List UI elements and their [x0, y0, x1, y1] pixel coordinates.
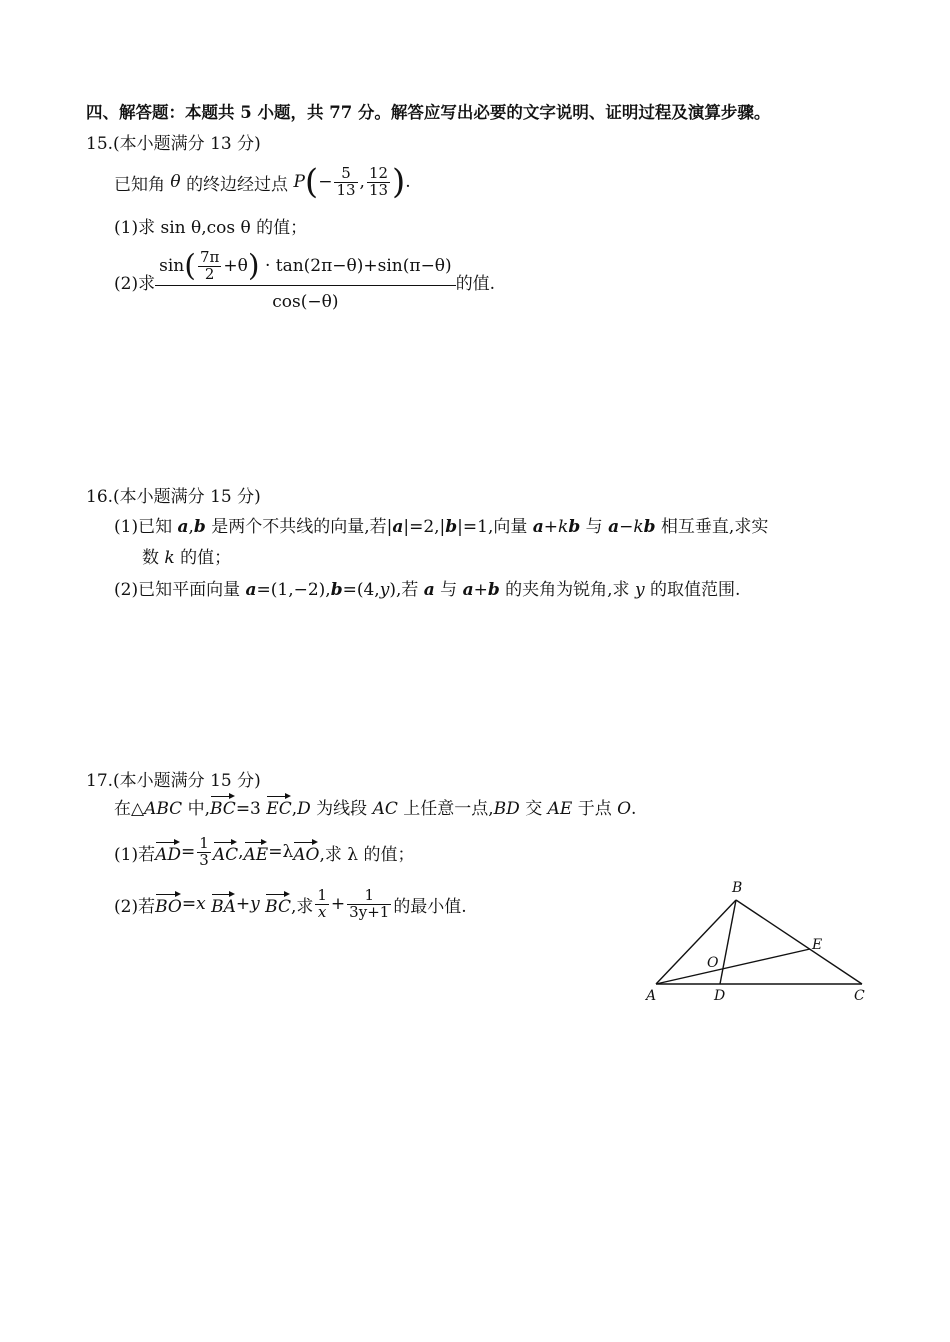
q15-part2-inner-frac — [198, 247, 221, 283]
q17-p1-a: (1)若 — [114, 844, 156, 865]
q15-frac2-num: 12 — [368, 163, 389, 182]
q17-p2-frac1 — [315, 885, 329, 921]
q17-stem-j: BD — [493, 799, 520, 819]
q16-p2-h: a — [423, 580, 435, 600]
q16-p2-e: =(4, — [342, 580, 380, 600]
q17-vec-bc: BC — [210, 793, 236, 819]
q17-part1 — [114, 830, 414, 874]
q17-vec-bc2: BC — [265, 891, 291, 917]
segment-ab — [656, 900, 736, 984]
q17-p2-x: x — [196, 894, 206, 914]
q16-p1-c: , — [188, 517, 194, 537]
q15-frac2 — [367, 163, 390, 199]
q17-p1-e: ,求 λ 的值； — [319, 844, 415, 865]
q15-part2 — [114, 247, 496, 313]
q17-p2-a: (2)若 — [114, 896, 156, 917]
q16-p2-a: (2)已知平面向量 — [114, 580, 246, 600]
figure-label-b: B — [732, 880, 743, 896]
q16-p1-b: a — [177, 517, 189, 537]
q17-stem-k: 交 — [519, 799, 548, 819]
q16-p1-l: k — [558, 517, 569, 537]
section-title: 四、解答题：本题共 5 小题，共 77 分。解答应写出必要的文字说明、证明过程及演算步骤。 — [86, 103, 771, 122]
q17-p2-e: + — [330, 894, 346, 914]
q15-part2-paren-right: ) — [247, 248, 260, 283]
q16-header — [86, 482, 261, 507]
q15-paren-right: ) — [392, 162, 406, 202]
segment-bc — [736, 900, 862, 984]
q17-p2-frac1-den: x — [317, 902, 327, 921]
q15-part2-sin: sin — [159, 255, 185, 276]
q15-frac2-den: 13 — [368, 180, 389, 199]
q15-part1: (1)求 sin θ,cos θ 的值； — [114, 218, 308, 238]
q16-p1-r: b — [643, 517, 656, 537]
q16-p1-d: b — [193, 517, 206, 537]
q17-stem-l: AE — [547, 799, 573, 819]
q16-number: 16. — [86, 487, 114, 507]
q17-p2-d: ,求 — [290, 896, 314, 917]
figure-label-c: C — [854, 988, 865, 1004]
q16-p2-o: 的取值范围. — [644, 580, 741, 600]
q16-p1-e: 是两个不共线的向量,若| — [205, 517, 393, 537]
q16-p1-s: 相互垂直,求实 — [655, 517, 769, 537]
q17-p1-frac-den: 3 — [199, 850, 209, 869]
q15-comma: , — [359, 172, 365, 192]
q17-stem-b: ABC — [144, 799, 183, 819]
q15-frac1-num: 5 — [334, 166, 357, 183]
q16-p2-c: =(1,−2), — [256, 580, 331, 600]
q16-p1-line2-b: k — [164, 548, 175, 568]
q17-vec-ae: AE — [244, 839, 269, 865]
q16-p1-n: 与 — [580, 517, 609, 537]
q17-vec-ac: AC — [213, 839, 238, 865]
q17-part2 — [114, 882, 467, 926]
q17-triangle-figure — [640, 872, 880, 1012]
q17-p2-f: 的最小值. — [393, 896, 467, 917]
q16-p1-o: a — [608, 517, 620, 537]
figure-label-a: A — [646, 988, 657, 1004]
q16-p1-k: + — [543, 517, 559, 537]
q15-number: 15. — [86, 134, 114, 154]
q17-stem-d: =3 — [235, 799, 267, 819]
q17-vec-ec: EC — [266, 793, 291, 819]
q16-p2-l: b — [487, 580, 500, 600]
q15-header — [86, 129, 261, 154]
q15-frac1-den: 13 — [336, 180, 356, 199]
q15-part2-fraction — [155, 247, 456, 313]
q17-p2-frac2-den: 3y+1 — [349, 902, 390, 921]
q17-stem-i: 上任意一点, — [397, 799, 494, 819]
q17-stem-c: 中, — [182, 799, 210, 819]
q15-theta: θ — [170, 172, 181, 192]
q15-part2-inner-den: 2 — [204, 264, 215, 283]
q17-vec-ao: AO — [293, 839, 319, 865]
q15-score: (本小题满分 13 分) — [113, 134, 261, 154]
q17-p2-frac1-num: 1 — [317, 885, 327, 904]
q17-score: (本小题满分 15 分) — [113, 771, 261, 791]
q17-p1-b: = — [181, 842, 196, 862]
q16-p1-p: − — [619, 517, 634, 537]
q17-p1-c: , — [238, 842, 244, 862]
q15-frac1-sign: − — [318, 172, 333, 192]
q16-p1-h: b — [445, 517, 458, 537]
q16-p2-m: 的夹角为锐角,求 — [499, 580, 635, 600]
q15-stem-pre: 已知角 — [114, 174, 165, 195]
q17-p2-frac2 — [347, 885, 391, 921]
q15-part2-inner-num: 7π — [199, 247, 220, 266]
q15-part2-numerator — [155, 247, 456, 287]
q15-part2-paren-left: ( — [184, 248, 196, 283]
q15-stem — [114, 160, 411, 204]
q17-stem-o: . — [631, 799, 637, 819]
q16-p2-j: a — [462, 580, 474, 600]
q17-p2-b: = — [181, 894, 197, 914]
q16-p1-line2-c: 的值； — [174, 548, 232, 568]
q17-stem — [114, 793, 636, 819]
q17-stem-a: 在△ — [114, 799, 145, 819]
q16-part1-line1 — [114, 512, 768, 537]
q17-vec-ba: BA — [211, 891, 236, 917]
q16-p2-k: + — [473, 580, 488, 600]
q17-p2-y: y — [250, 894, 260, 914]
q17-p2-c: + — [235, 894, 251, 914]
q16-p1-line2-a: 数 — [142, 548, 165, 568]
q16-p1-f: a — [392, 517, 404, 537]
figure-label-e: E — [812, 937, 823, 953]
q15-part2-denominator: cos(−θ) — [272, 292, 339, 313]
q15-stem-mid: 的终边经过点 — [186, 174, 289, 195]
q16-p2-n: y — [634, 580, 645, 600]
q17-p1-frac-num: 1 — [199, 833, 209, 852]
q16-p1-a: (1)已知 — [114, 517, 178, 537]
q15-paren-left: ( — [304, 162, 319, 202]
q16-p2-f: y — [379, 580, 390, 600]
q15-point: P — [293, 172, 305, 192]
q16-part1-line2 — [142, 543, 231, 568]
q16-p2-i: 与 — [434, 580, 463, 600]
q15-part2-inner-rest: +θ — [223, 255, 248, 276]
q16-p1-m: b — [568, 517, 581, 537]
segment-bd — [720, 900, 736, 984]
q17-stem-f: D — [297, 799, 311, 819]
q15-part2-num-rest: · tan(2π−θ)+sin(π−θ) — [259, 255, 452, 276]
q17-p1-frac — [197, 833, 211, 869]
q15-part2-pre: (2)求 — [114, 273, 156, 294]
q17-header — [86, 766, 261, 791]
q16-p1-i: |=1,向量 — [457, 517, 533, 537]
q16-p1-g: |=2,| — [403, 517, 446, 537]
q15-stem-end: . — [405, 172, 411, 192]
q17-stem-n: O — [617, 799, 632, 819]
q16-p2-g: ),若 — [389, 580, 424, 600]
q17-vec-ad: AD — [155, 839, 181, 865]
segment-ae — [656, 949, 810, 984]
q16-p1-j: a — [532, 517, 544, 537]
q15-part2-post: 的值. — [455, 273, 496, 294]
figure-label-d: D — [714, 988, 726, 1004]
q17-p1-d: =λ — [268, 842, 294, 862]
q15-frac1 — [334, 163, 357, 199]
q16-part2 — [114, 575, 740, 600]
q17-number: 17. — [86, 771, 114, 791]
q17-p2-frac2-num: 1 — [347, 888, 391, 905]
q16-p2-d: b — [330, 580, 343, 600]
q16-score: (本小题满分 15 分) — [113, 487, 261, 507]
q17-stem-e: , — [291, 799, 298, 819]
q16-p1-q: k — [633, 517, 644, 537]
q17-stem-h: AC — [372, 799, 398, 819]
figure-label-o: O — [707, 955, 719, 971]
q16-p2-b: a — [245, 580, 257, 600]
q17-vec-bo: BO — [155, 891, 182, 917]
q17-stem-g: 为线段 — [310, 799, 373, 819]
q17-stem-m: 于点 — [572, 799, 618, 819]
